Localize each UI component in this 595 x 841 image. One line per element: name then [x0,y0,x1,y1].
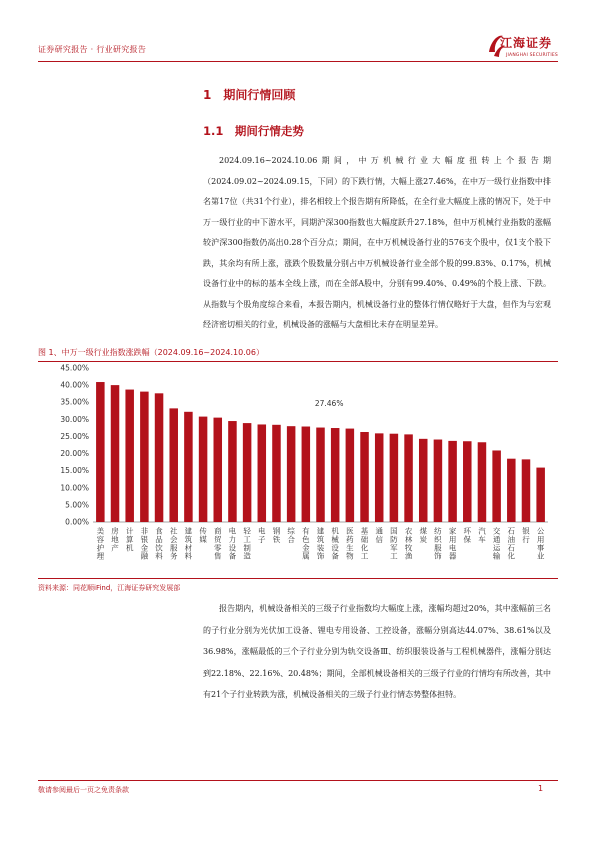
bar [360,432,369,522]
x-category-label: 钢铁 [272,526,281,544]
bar [375,433,384,522]
x-category-label: 基础化工 [360,526,369,561]
x-category-label: 机械设备 [331,526,339,561]
y-tick-label: 35.00% [60,397,89,407]
x-category-label: 电子 [258,526,266,544]
bar [507,459,516,522]
bar [184,412,193,522]
x-category-label: 商贸零售 [214,526,222,561]
x-category-label: 轻工制造 [243,526,251,561]
x-category-label: 家用电器 [448,526,457,561]
subsection-heading: 1.1 期间行情走势 [203,124,304,138]
y-tick-label: 40.00% [60,380,89,390]
y-tick-label: 30.00% [60,414,89,424]
x-category-label: 医药生物 [346,526,354,561]
bar [258,424,267,522]
bar [448,441,457,522]
x-category-label: 纺织服饰 [434,526,442,561]
bar [169,408,178,522]
footer-disclaimer: 敬请参阅最后一页之免责条款 [38,786,129,794]
bar-chart [38,362,558,574]
page-number: 1 [538,784,544,793]
source-divider [38,578,558,579]
x-category-label: 石油石化 [507,526,516,561]
header-report-type: 证券研究报告 · 行业研究报告 [38,45,147,54]
bar [228,421,237,522]
y-tick-label: 15.00% [60,466,89,476]
bar [155,393,164,522]
y-tick-label: 10.00% [60,483,89,493]
bar [536,468,545,522]
body-paragraph-1: 2024.09.16~2024.10.06期间，中万机械行业大幅度扭转上个报告期（2024.09.02~2024.09.15，下同）的下跌行情，大幅上涨27.46%，在中万一级行业指数中排名第17位（共31个行业），排名相较上个报告期有所降低，在全行业大幅度上涨的情况下，处于中万一级行业的中下游水平，同期沪深300指数也大幅度跃升27.18%，但中万机械行业指数的涨幅较沪深300指数仍高出0.28个百分点；期间，在中万机械设备行业的576支个股中，仅1支个股下跌，其余均有所上涨，涨跌个股数量分别占中万机械设备行业全部个股的99.83%、0.17%，机械设备行业中的标的基本全线上涨，而在全部A股中，分别有99.40%、0.49%的个股上涨、下跌。从指数与个股角度综合来看，本报告期内，机械设备行业的整体行情仅略好于大盘，但作为与宏观经济密切相关的行业，机械设备的涨幅与大盘相比未存在明显差异。 [203,156,551,329]
bar [96,382,105,522]
x-category-label: 传媒 [199,526,207,544]
bar [346,429,355,522]
x-category-label: 食品饮料 [155,526,163,561]
bar [302,427,311,522]
header-divider [38,61,558,62]
x-category-label: 计算机 [125,526,134,553]
bar-annotation: 27.46% [314,399,344,409]
bar [404,434,413,522]
bar [463,441,472,522]
body-paragraph-2: 报告期内，机械设备相关的三级子行业指数均大幅度上涨，涨幅均超过20%，其中涨幅前三名的子行业分别为光伏加工设备、锂电专用设备、工控设备，涨幅分别高达44.07%、38.61%以及36.98%，涨幅最低的三个子行业分别为轨交设备Ⅲ、纺织服装设备与工程机械器件，涨幅分别达到22.18%、22.16%、20.48%；期间，全部机械设备相关的三级子行业的行情均有所改善，其中有21个子行业转跌为涨，机械设备相关的三级子行业行情态势整体担特。 [203,604,551,699]
bar [214,418,223,522]
figure-source: 资料来源：同花顺iFind，江海证券研究发展部 [38,584,181,592]
bar [434,440,443,522]
x-category-label: 交通运输 [492,526,501,561]
x-category-label: 综合 [287,526,295,544]
y-tick-label: 45.00% [60,363,89,373]
bar [419,439,428,522]
x-category-label: 建筑装饰 [316,526,325,561]
x-category-label: 建筑材料 [184,526,193,561]
x-category-label: 电力设备 [228,526,237,561]
x-category-label: 房地产 [111,526,119,553]
y-tick-label: 5.00% [65,500,89,510]
bar [390,434,399,522]
logo-name-en: JIANGHAI SECURITIES [506,53,558,58]
x-category-label: 公用事业 [536,526,545,561]
section-heading: 1 期间行情回顾 [203,88,296,102]
bar [140,392,149,522]
y-tick-label: 20.00% [60,449,89,459]
x-category-label: 国防军工 [390,526,398,561]
y-tick-label: 0.00% [65,517,89,527]
x-category-label: 社会服务 [169,526,178,561]
figure-title: 图 1、中万一级行业指数涨跌幅（2024.09.16~2024.10.06） [38,347,558,362]
x-category-label: 环保 [463,526,472,544]
bar [316,428,325,522]
bar [478,442,487,522]
bar [331,428,340,522]
x-category-label: 煤炭 [419,526,427,544]
x-category-label: 非银金融 [140,526,149,561]
y-tick-label: 25.00% [60,431,89,441]
x-category-label: 汽车 [478,526,486,544]
bar [111,385,120,522]
bar [492,450,501,522]
x-category-label: 美容护理 [96,526,105,561]
bar [287,426,296,522]
x-category-label: 有色金属 [302,526,310,561]
x-category-label: 通信 [375,526,383,544]
bar [243,423,252,522]
bar [272,425,281,522]
x-category-label: 农林牧渔 [404,526,413,561]
bar [522,459,531,522]
bar [199,417,208,522]
bar [125,390,134,522]
logo-name-cn: 江海证券 [500,36,553,50]
x-category-label: 银行 [522,526,530,544]
footer-divider [38,780,558,781]
